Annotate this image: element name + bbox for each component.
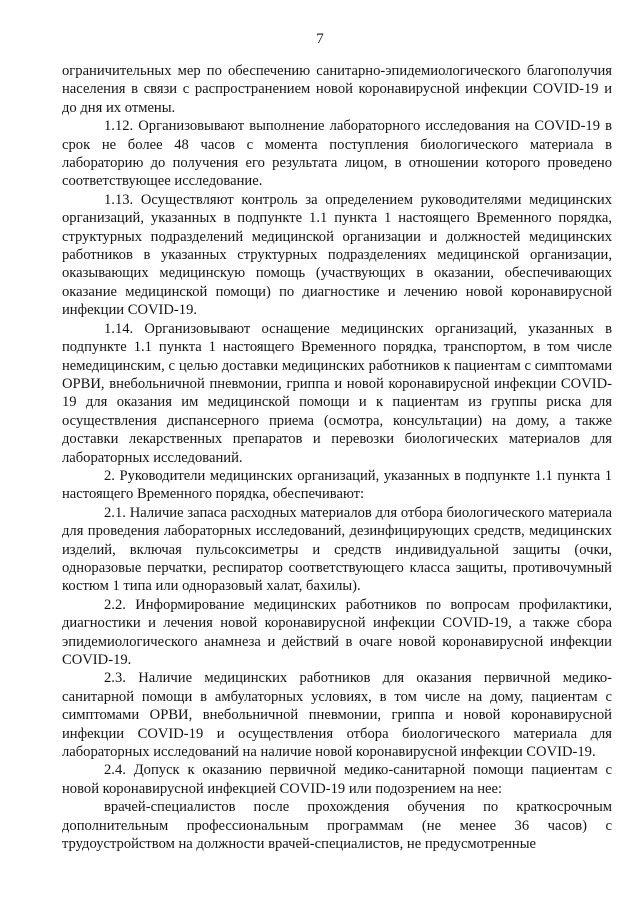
page-number: 7 xyxy=(316,31,324,47)
paragraph-doctors: врачей-специалистов после прохождения обучения по краткосрочным дополнительным профессиональным программам (не менее 36 часов) с трудоустройством на должности врачей-специалистов, не предусмотренные xyxy=(62,799,612,853)
paragraph-2-4: 2.4. Допуск к оказанию первичной медико-санитарной помощи пациентам с новой коронавирусной инфекцией COVID-19 или подозрением на нее: xyxy=(62,762,612,797)
paragraph-2-1: 2.1. Наличие запаса расходных материалов для отбора биологического материала для проведения лабораторных исследований, дезинфицирующих средств, медицинских изделий, включая пульсоксиметры и средств индивидуальной защиты (очки, одноразовые перчатки, респиратор соответствующего класса защиты, противочумный костюм 1 типа или одноразовый халат, бахилы). xyxy=(62,504,612,595)
paragraph-1-14: 1.14. Организовывают оснащение медицинских организаций, указанных в подпункте 1.1 пункта 1 настоящего Временного порядка, транспортом, в том числе немедицинским, с целью доставки медицинских работников к пациентам с симптомами ОРВИ, внебольничной пневмонии, гриппа и новой коронавирусной инфекции COVID-19 для оказания им медицинской помощи и к пациентам из группы риска для осуществления диспансерного приема (осмотра, консультации) на дому, а также доставки лекарственных препаратов и перевозки биологических материалов для лабораторных исследований. xyxy=(62,320,612,466)
paragraph-2-3: 2.3. Наличие медицинских работников для оказания первичной медико-санитарной помощи в амбулаторных условиях, в том числе на дому, пациентам с симптомами ОРВИ, внебольничной пневмонии, гриппа и новой коронавирусной инфекции COVID-19 и осуществления отбора биологического материала для лабораторных исследований на наличие новой коронавирусной инфекции COVID-19. xyxy=(62,670,612,761)
paragraph-continuation: ограничительных мер по обеспечению санитарно-эпидемиологического благополучия населения в связи с распространением новой коронавирусной инфекции COVID-19 и до дня их отмены. xyxy=(62,63,612,116)
paragraph-1-13: 1.13. Осуществляют контроль за определением руководителями медицинских организаций, указанных в подпункте 1.1 пункта 1 настоящего Временного порядка, структурных подразделений медицинской организации и должностей медицинских работников в указанных структурных подразделениях медицинской организации, оказывающих медицинскую помощь (участвующих в оказании, обеспечивающих оказание медицинской помощи) по диагностике и лечению новой коронавирусной инфекции COVID-19. xyxy=(62,191,612,319)
paragraph-2-2: 2.2. Информирование медицинских работников по вопросам профилактики, диагностики и лечения новой коронавирусной инфекции COVID-19, а также сбора эпидемиологического анамнеза и действий в очаге новой коронавирусной инфекции COVID-19. xyxy=(62,596,612,668)
paragraph-2: 2. Руководители медицинских организаций, указанных в подпункте 1.1 пункта 1 настоящего Временного порядка, обеспечивают: xyxy=(62,467,612,503)
document-body xyxy=(62,62,612,853)
paragraph-1-12: 1.12. Организовывают выполнение лабораторного исследования на COVID-19 в срок не более 48 часов с момента поступления биологического материала в лабораторию до получения его результата лицом, в отношении которого проведено соответствующее исследование. xyxy=(62,118,612,190)
